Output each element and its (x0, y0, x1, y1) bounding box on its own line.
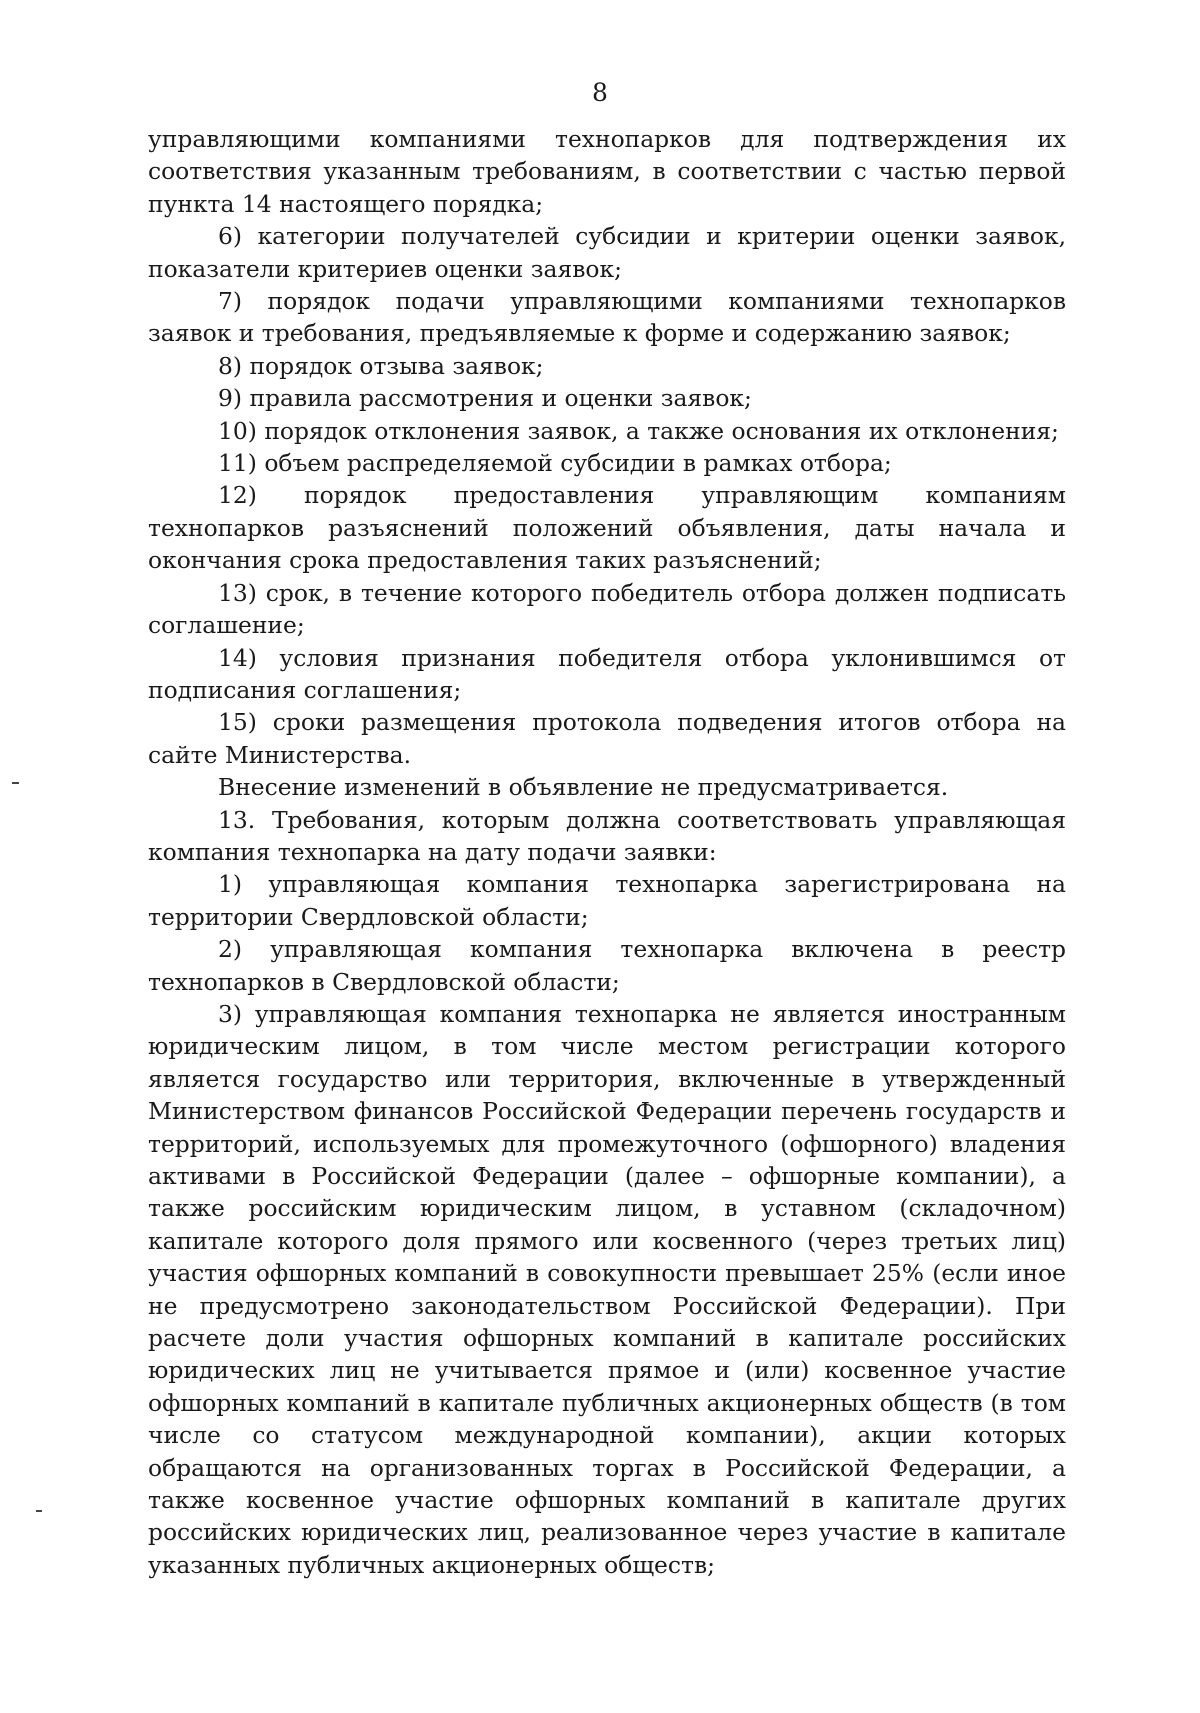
list-item-8: 8) порядок отзыва заявок; (218, 351, 544, 380)
paragraph-continuation: управляющими компаниями технопарков для подтверждения их соответствия указанным требованиям, в соответствии с частью первой пункта 14 настоящего порядка; (148, 125, 1066, 218)
list-item-15: 15) сроки размещения протокола подведения итогов отбора на сайте Министерства. (148, 708, 1066, 769)
requirement-3: 3) управляющая компания технопарка не является иностранным юридическим лицом, в том числе местом регистрации которого является государство или территория, включенные в утвержденный Министерством финансов Российской Федерации перечень государств и территорий, используемых для промежуточного (офшорного) владения активами в Российской Федерации (далее – офшорные компании), а также российским юридическим лицом, в уставном (складочном) капитале которого доля прямого или косвенного (через третьих лиц) участия офшорных компаний в совокупности превышает 25% (если иное не предусмотрено законодательством Российской Федерации). При расчете доли участия офшорных компаний в капитале российских юридических лиц не учитывается прямое и (или) косвенное участие офшорных компаний в капитале публичных акционерных обществ (в том числе со статусом международной компании), акции которых обращаются на организованных торгах в Российской Федерации, а также косвенное участие офшорных компаний в капитале других российских юридических лиц, реализованное через участие в капитале указанных публичных акционерных обществ; (148, 999, 1066, 1579)
clause-13-heading: 13. Требования, которым должна соответствовать управляющая компания технопарка на дату подачи заявки: (148, 805, 1066, 866)
page-number: 8 (592, 78, 608, 107)
list-item-11: 11) объем распределяемой субсидии в рамках отбора; (218, 449, 892, 478)
scan-margin-mark (36, 1510, 42, 1512)
list-item-7: 7) порядок подачи управляющими компаниями технопарков заявок и требования, предъявляемые к форме и содержанию заявок; (148, 287, 1066, 348)
requirement-1: 1) управляющая компания технопарка зарегистрирована на территории Свердловской области; (148, 870, 1066, 931)
paragraph-no-changes: Внесение изменений в объявление не предусматривается. (218, 773, 949, 802)
list-item-14: 14) условия признания победителя отбора уклонившимся от подписания соглашения; (148, 643, 1066, 704)
list-item-9: 9) правила рассмотрения и оценки заявок; (218, 384, 752, 413)
document-body (148, 123, 1066, 1581)
list-item-6: 6) категории получателей субсидии и критерии оценки заявок, показатели критериев оценки заявок; (148, 222, 1066, 283)
list-item-13: 13) срок, в течение которого победитель отбора должен подписать соглашение; (148, 578, 1066, 640)
scan-margin-mark (12, 782, 19, 784)
requirement-2: 2) управляющая компания технопарка включена в реестр технопарков в Свердловской области; (148, 935, 1066, 996)
list-item-12: 12) порядок предоставления управляющим компаниям технопарков разъяснений положений объявления, даты начала и окончания срока предоставления таких разъяснений; (148, 481, 1066, 575)
list-item-10: 10) порядок отклонения заявок, а также основания их отклонения; (218, 416, 1059, 445)
